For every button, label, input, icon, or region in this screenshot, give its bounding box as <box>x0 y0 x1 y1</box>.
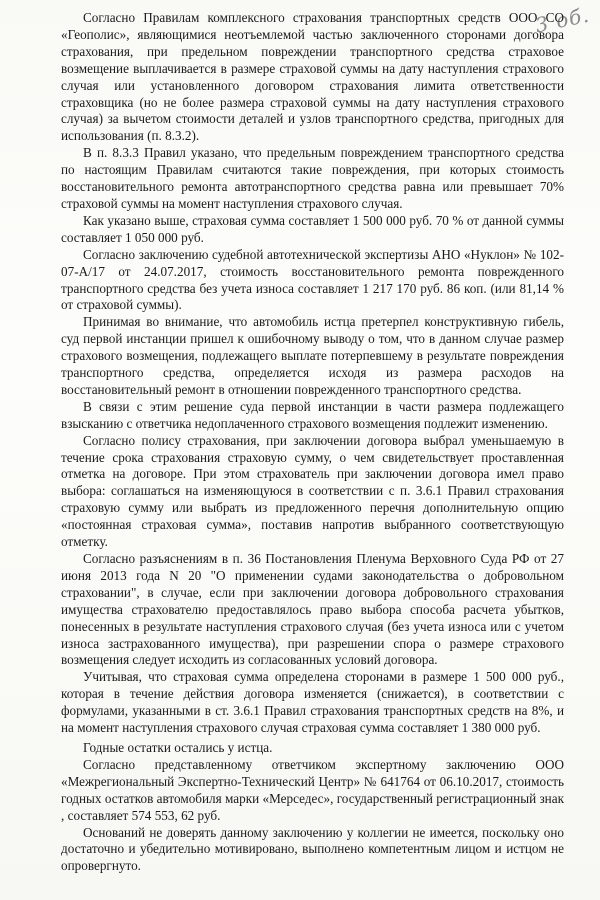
paragraph-expert-conclusion: Согласно заключению судебной автотехнической экспертизы АНО «Нуклон» № 102-07-А/17 от 24.07.2017, стоимость восстановительного ремонта поврежденного транспортного средства без учета износа составляет 1 217 170 руб. 86 коп. (или 81,14 % от страховой суммы). <box>61 246 564 313</box>
paragraph-plenum-clarification: Согласно разъяснениям в п. 36 Постановления Пленума Верховного Суда РФ от 27 июня 2013 года N 20 "О применении судами законодательства о добровольном страховании", в случае, если при заключении договора добровольного страхования имущества страхователю предоставлялось право выбора способа расчета убытков, понесенных в результате наступления страхового случая (без учета износа или с учетом износа застрахованного имущества), при разрешении спора о размере страхового возмещения следует исходить из согласованных условий договора. <box>61 551 564 668</box>
document-body <box>61 10 564 875</box>
handwritten-page-mark: 3 об. <box>533 2 592 38</box>
paragraph-insurance-rules: Согласно Правилам комплексного страхования транспортных средств ООО СО «Геополис», являющимися неотъемлемой частью заключенного сторонами договора страхования, при предельном повреждении транспортного средства страховое возмещение выплачивается в размере страховой суммы на дату наступления страхового случая или установленного договором страхования лимита ответственности страховщика (но не более размера страховой суммы на дату наступления страхового случая) за вычетом стоимости деталей и узлов транспортного средства, пригодных для использования (п. 8.3.2). <box>61 10 564 144</box>
paragraph-reduced-sum: Учитывая, что страховая сумма определена сторонами в размере 1 500 000 руб., которая в течение действия договора изменяется (снижается), в соответствии с формулами, указанными в ст. 3.6.1 Правил страхования транспортных средств на 8%, и на момент наступления страхового случая страховая сумма составляет 1 380 000 руб. <box>61 669 564 736</box>
paragraph-insured-sum: Как указано выше, страховая сумма составляет 1 500 000 руб. 70 % от данной суммы составляет 1 050 000 руб. <box>61 212 564 245</box>
paragraph-policy-choice: Согласно полису страхования, при заключении договора выбрал уменьшаемую в течение срока страхования страховую сумму, о чем свидетельствует проставленная отметка на договоре. При этом страхователь при заключении договора имел право выбора: соглашаться на изменяющуюся в соответствии с п. 3.6.1 Правил страхования страховую сумму или выбрать из предложенного перечня дополнительную опцию «постоянная страховая сумма», поставив напротив выбранного соответствующую отметку. <box>61 432 564 550</box>
paragraph-trust-conclusion: Оснований не доверять данному заключению у коллегии не имеется, поскольку оно достаточно и убедительно мотивировано, выполнено компетентным лицом и истцом не опровергнуто. <box>61 824 564 874</box>
paragraph-salvage: Годные остатки остались у истца. <box>83 739 273 755</box>
paragraph-total-loss-definition: В п. 8.3.3 Правил указано, что предельным повреждением транспортного средства по настоящим Правилам считаются такие повреждения, при которых стоимость восстановительного ремонта автотранспортного средства равна или превышает 70% страховой суммы на момент наступления страхового случая. <box>61 145 564 211</box>
paragraph-court-error: Принимая во внимание, что автомобиль истца претерпел конструктивную гибель, суд первой инстанции пришел к ошибочному выводу о том, что в данном случае размер страхового возмещения, подлежащего выплате потерпевшему в результате повреждения транспортного средства, определяется исходя из размера расходов на восстановительный ремонт в отношении поврежденного транспортного средства. <box>61 314 564 397</box>
paragraph-decision-change: В связи с этим решение суда первой инстанции в части размера подлежащего взысканию с ответчика недоплаченного страхового возмещения подлежит изменению. <box>61 398 564 431</box>
paragraph-salvage-valuation: Согласно представленному ответчиком экспертному заключению ООО «Межрегиональный Экспертно-Технический Центр» № 641764 от 06.10.2017, стоимость годных остатков автомобиля марки «Мерседес», государственный регистрационный знак , составляет 574 553, 62 руб. <box>61 756 564 823</box>
